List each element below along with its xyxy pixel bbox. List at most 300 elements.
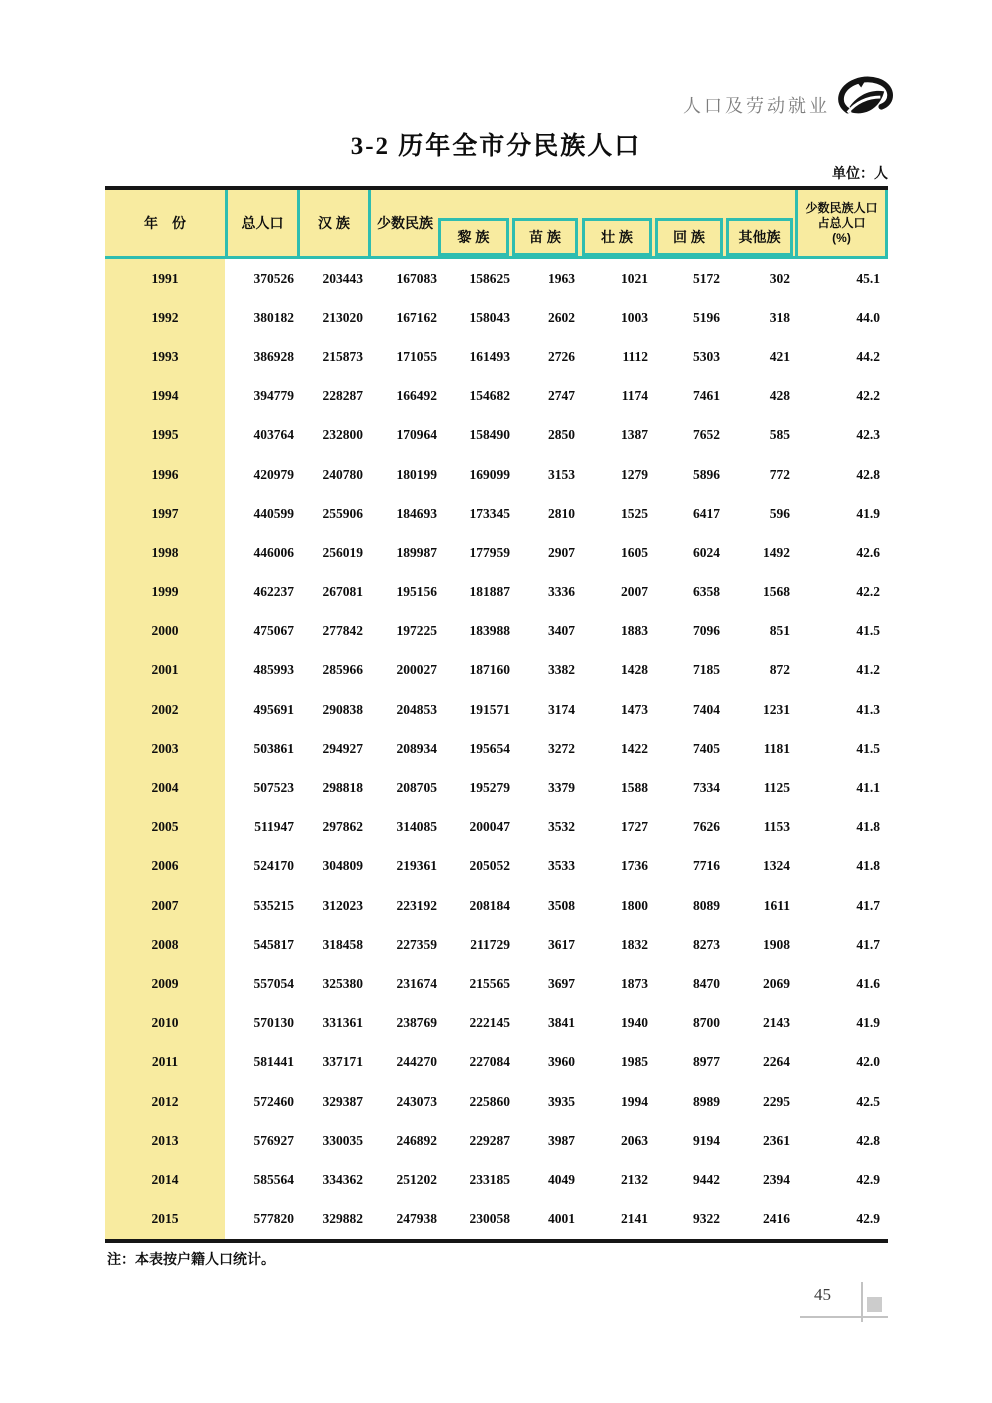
value-cell: 1994 (621, 1093, 648, 1109)
value-cell: 3382 (548, 662, 575, 678)
value-cell: 225860 (469, 1093, 510, 1109)
value-cell: 428 (769, 388, 790, 404)
value-cell: 42.8 (856, 1132, 880, 1148)
value-cell: 318458 (322, 936, 363, 952)
value-cell: 4049 (548, 1171, 575, 1187)
page-number: 45 (814, 1285, 831, 1304)
value-cell: 158043 (469, 309, 510, 325)
value-cell: 7652 (693, 427, 720, 443)
value-cell: 1873 (621, 975, 648, 991)
value-cell: 246892 (396, 1132, 437, 1148)
value-cell: 337171 (322, 1054, 363, 1070)
value-cell: 1985 (621, 1054, 648, 1070)
table-row (105, 1082, 888, 1121)
value-cell: 9322 (693, 1211, 720, 1227)
value-cell: 277842 (322, 623, 363, 639)
value-cell: 403764 (253, 427, 294, 443)
value-cell: 42.5 (856, 1093, 880, 1109)
col-header-li: 黎 族 (438, 218, 509, 256)
value-cell: 8273 (693, 936, 720, 952)
year-cell: 2015 (105, 1200, 225, 1239)
value-cell: 329882 (322, 1211, 363, 1227)
value-cell: 191571 (469, 701, 510, 717)
table-row (105, 298, 888, 337)
value-cell: 8700 (693, 1015, 720, 1031)
value-cell: 45.1 (856, 270, 880, 286)
value-cell: 5303 (693, 348, 720, 364)
year-cell: 1995 (105, 416, 225, 455)
value-cell: 177959 (469, 544, 510, 560)
year-cell: 2005 (105, 808, 225, 847)
value-cell: 1736 (621, 858, 648, 874)
value-cell: 334362 (322, 1171, 363, 1187)
value-cell: 44.2 (856, 348, 880, 364)
value-cell: 41.9 (856, 505, 880, 521)
page-title: 3-2 历年全市分民族人口 (350, 133, 642, 160)
value-cell: 2394 (763, 1171, 790, 1187)
table-note: 注：本表按户籍人口统计。 (107, 1251, 275, 1267)
table-row (105, 455, 888, 494)
value-cell: 1832 (621, 936, 648, 952)
value-cell: 230058 (469, 1211, 510, 1227)
value-cell: 243073 (396, 1093, 437, 1109)
year-cell: 1994 (105, 377, 225, 416)
value-cell: 240780 (322, 466, 363, 482)
value-cell: 440599 (253, 505, 294, 521)
value-cell: 394779 (253, 388, 294, 404)
table-row (105, 1160, 888, 1199)
year-cell: 2014 (105, 1160, 225, 1199)
value-cell: 330035 (322, 1132, 363, 1148)
value-cell: 1021 (621, 270, 648, 286)
value-cell: 1605 (621, 544, 648, 560)
value-cell: 297862 (322, 819, 363, 835)
value-cell: 170964 (396, 427, 437, 443)
value-cell: 1174 (621, 388, 648, 404)
col-header-han: 汉 族 (318, 215, 350, 231)
value-cell: 42.3 (856, 427, 880, 443)
value-cell: 577820 (253, 1211, 294, 1227)
value-cell: 370526 (253, 270, 294, 286)
footer-horizontal-line (800, 1316, 888, 1318)
value-cell: 304809 (322, 858, 363, 874)
value-cell: 189987 (396, 544, 437, 560)
value-cell: 3407 (548, 623, 575, 639)
value-cell: 535215 (253, 897, 294, 913)
value-cell: 585564 (253, 1171, 294, 1187)
year-cell: 2012 (105, 1082, 225, 1121)
value-cell: 3533 (548, 858, 575, 874)
value-cell: 1963 (548, 270, 575, 286)
value-cell: 169099 (469, 466, 510, 482)
value-cell: 228287 (322, 388, 363, 404)
value-cell: 7185 (693, 662, 720, 678)
value-cell: 557054 (253, 975, 294, 991)
year-cell: 1999 (105, 573, 225, 612)
value-cell: 208705 (396, 780, 437, 796)
value-cell: 1279 (621, 466, 648, 482)
value-cell: 570130 (253, 1015, 294, 1031)
value-cell: 1883 (621, 623, 648, 639)
value-cell: 2747 (548, 388, 575, 404)
value-cell: 312023 (322, 897, 363, 913)
value-cell: 41.5 (856, 623, 880, 639)
value-cell: 219361 (396, 858, 437, 874)
value-cell: 3336 (548, 584, 575, 600)
value-cell: 2063 (621, 1132, 648, 1148)
value-cell: 1588 (621, 780, 648, 796)
table-row (105, 1121, 888, 1160)
value-cell: 7096 (693, 623, 720, 639)
value-cell: 772 (769, 466, 790, 482)
value-cell: 2602 (548, 309, 575, 325)
footer-square-mark (867, 1297, 882, 1312)
value-cell: 3508 (548, 897, 575, 913)
value-cell: 1231 (763, 701, 790, 717)
value-cell: 1568 (763, 584, 790, 600)
value-cell: 215873 (322, 348, 363, 364)
table-row (105, 847, 888, 886)
table-row (105, 533, 888, 572)
value-cell: 485993 (253, 662, 294, 678)
value-cell: 1387 (621, 427, 648, 443)
yearbook-logo-icon (834, 76, 896, 129)
value-cell: 329387 (322, 1093, 363, 1109)
value-cell: 195156 (396, 584, 437, 600)
value-cell: 446006 (253, 544, 294, 560)
year-cell: 1993 (105, 337, 225, 376)
value-cell: 7626 (693, 819, 720, 835)
value-cell: 1525 (621, 505, 648, 521)
value-cell: 42.0 (856, 1054, 880, 1070)
table-row (105, 337, 888, 376)
year-cell: 2009 (105, 964, 225, 1003)
value-cell: 4001 (548, 1211, 575, 1227)
value-cell: 180199 (396, 466, 437, 482)
col-header-total: 总人口 (241, 215, 284, 231)
value-cell: 2850 (548, 427, 575, 443)
value-cell: 1422 (621, 740, 648, 756)
value-cell: 244270 (396, 1054, 437, 1070)
table-row (105, 573, 888, 612)
value-cell: 187160 (469, 662, 510, 678)
value-cell: 3697 (548, 975, 575, 991)
value-cell: 6417 (693, 505, 720, 521)
value-cell: 2726 (548, 348, 575, 364)
value-cell: 203443 (322, 270, 363, 286)
value-cell: 1003 (621, 309, 648, 325)
col-header-year: 年 份 (144, 215, 186, 231)
value-cell: 184693 (396, 505, 437, 521)
table-row (105, 808, 888, 847)
value-cell: 1125 (763, 780, 790, 796)
value-cell: 41.2 (856, 662, 880, 678)
col-header-miao: 苗 族 (512, 218, 578, 256)
value-cell: 507523 (253, 780, 294, 796)
value-cell: 211729 (470, 936, 510, 952)
value-cell: 5172 (693, 270, 720, 286)
value-cell: 1181 (763, 740, 790, 756)
year-cell: 1997 (105, 494, 225, 533)
value-cell: 7405 (693, 740, 720, 756)
value-cell: 318 (769, 309, 790, 325)
value-cell: 1908 (763, 936, 790, 952)
value-cell: 9194 (693, 1132, 720, 1148)
year-cell: 2002 (105, 690, 225, 729)
value-cell: 576927 (253, 1132, 294, 1148)
value-cell: 2907 (548, 544, 575, 560)
table-row (105, 651, 888, 690)
value-cell: 41.8 (856, 858, 880, 874)
value-cell: 3841 (548, 1015, 575, 1031)
value-cell: 1611 (763, 897, 790, 913)
value-cell: 158490 (469, 427, 510, 443)
value-cell: 227084 (469, 1054, 510, 1070)
value-cell: 3617 (548, 936, 575, 952)
value-cell: 475067 (253, 623, 294, 639)
year-cell: 2004 (105, 768, 225, 807)
value-cell: 200027 (396, 662, 437, 678)
value-cell: 2069 (763, 975, 790, 991)
value-cell: 314085 (396, 819, 437, 835)
value-cell: 2416 (763, 1211, 790, 1227)
value-cell: 255906 (322, 505, 363, 521)
value-cell: 495691 (253, 701, 294, 717)
value-cell: 154682 (469, 388, 510, 404)
value-cell: 2361 (763, 1132, 790, 1148)
value-cell: 166492 (396, 388, 437, 404)
value-cell: 229287 (469, 1132, 510, 1148)
value-cell: 41.9 (856, 1015, 880, 1031)
table-row (105, 1004, 888, 1043)
value-cell: 503861 (253, 740, 294, 756)
value-cell: 233185 (469, 1171, 510, 1187)
value-cell: 8977 (693, 1054, 720, 1070)
pct-header-line2: 占总人口 (817, 215, 866, 230)
value-cell: 42.9 (856, 1211, 880, 1227)
value-cell: 2132 (621, 1171, 648, 1187)
value-cell: 3532 (548, 819, 575, 835)
value-cell: 213020 (322, 309, 363, 325)
value-cell: 5196 (693, 309, 720, 325)
year-cell: 2003 (105, 729, 225, 768)
value-cell: 2264 (763, 1054, 790, 1070)
footer-vertical-line (861, 1282, 863, 1322)
table-body (105, 259, 888, 1239)
value-cell: 41.8 (856, 819, 880, 835)
value-cell: 158625 (469, 270, 510, 286)
value-cell: 1428 (621, 662, 648, 678)
value-cell: 7716 (693, 858, 720, 874)
value-cell: 290838 (322, 701, 363, 717)
value-cell: 1112 (622, 348, 648, 364)
value-cell: 41.6 (856, 975, 880, 991)
value-cell: 7404 (693, 701, 720, 717)
value-cell: 1473 (621, 701, 648, 717)
value-cell: 42.2 (856, 388, 880, 404)
year-cell: 2000 (105, 612, 225, 651)
value-cell: 195279 (469, 780, 510, 796)
value-cell: 1492 (763, 544, 790, 560)
value-cell: 181887 (469, 584, 510, 600)
value-cell: 42.9 (856, 1171, 880, 1187)
value-cell: 41.3 (856, 701, 880, 717)
table-row (105, 690, 888, 729)
value-cell: 3379 (548, 780, 575, 796)
value-cell: 421 (769, 348, 790, 364)
value-cell: 1324 (763, 858, 790, 874)
col-header-other: 其他族 (726, 218, 793, 256)
value-cell: 44.0 (856, 309, 880, 325)
value-cell: 8089 (693, 897, 720, 913)
value-cell: 197225 (396, 623, 437, 639)
year-cell: 2013 (105, 1121, 225, 1160)
value-cell: 872 (769, 662, 790, 678)
value-cell: 285966 (322, 662, 363, 678)
value-cell: 6024 (693, 544, 720, 560)
year-cell: 1998 (105, 533, 225, 572)
value-cell: 420979 (253, 466, 294, 482)
value-cell: 215565 (469, 975, 510, 991)
year-cell: 2007 (105, 886, 225, 925)
value-cell: 7334 (693, 780, 720, 796)
value-cell: 572460 (253, 1093, 294, 1109)
value-cell: 205052 (469, 858, 510, 874)
value-cell: 238769 (396, 1015, 437, 1031)
population-table (105, 186, 888, 1243)
value-cell: 161493 (469, 348, 510, 364)
year-cell: 1992 (105, 298, 225, 337)
value-cell: 42.8 (856, 466, 880, 482)
value-cell: 208934 (396, 740, 437, 756)
unit-label: 单位：人 (832, 165, 888, 181)
value-cell: 511947 (254, 819, 294, 835)
value-cell: 5896 (693, 466, 720, 482)
value-cell: 302 (769, 270, 790, 286)
value-cell: 3174 (548, 701, 575, 717)
value-cell: 7461 (693, 388, 720, 404)
value-cell: 294927 (322, 740, 363, 756)
value-cell: 8470 (693, 975, 720, 991)
pct-header-line3: (%) (832, 230, 851, 245)
value-cell: 3272 (548, 740, 575, 756)
value-cell: 3960 (548, 1054, 575, 1070)
value-cell: 231674 (396, 975, 437, 991)
category-header: 人口及劳动就业 (683, 96, 830, 116)
year-cell: 1996 (105, 455, 225, 494)
value-cell: 585 (769, 427, 790, 443)
value-cell: 1727 (621, 819, 648, 835)
value-cell: 851 (769, 623, 790, 639)
value-cell: 8989 (693, 1093, 720, 1109)
value-cell: 173345 (469, 505, 510, 521)
value-cell: 183988 (469, 623, 510, 639)
value-cell: 251202 (396, 1171, 437, 1187)
value-cell: 6358 (693, 584, 720, 600)
year-cell: 2008 (105, 925, 225, 964)
table-row (105, 925, 888, 964)
table-row (105, 1043, 888, 1082)
table-row (105, 768, 888, 807)
value-cell: 298818 (322, 780, 363, 796)
value-cell: 171055 (396, 348, 437, 364)
value-cell: 41.1 (856, 780, 880, 796)
value-cell: 223192 (396, 897, 437, 913)
value-cell: 2810 (548, 505, 575, 521)
value-cell: 386928 (253, 348, 294, 364)
value-cell: 41.5 (856, 740, 880, 756)
value-cell: 267081 (322, 584, 363, 600)
value-cell: 2141 (621, 1211, 648, 1227)
col-header-minority-pct (795, 190, 888, 256)
value-cell: 256019 (322, 544, 363, 560)
value-cell: 208184 (469, 897, 510, 913)
table-row (105, 612, 888, 651)
year-cell: 2010 (105, 1004, 225, 1043)
table-row (105, 494, 888, 533)
value-cell: 9442 (693, 1171, 720, 1187)
table-row (105, 886, 888, 925)
value-cell: 596 (769, 505, 790, 521)
year-cell: 2001 (105, 651, 225, 690)
value-cell: 3153 (548, 466, 575, 482)
value-cell: 222145 (469, 1015, 510, 1031)
value-cell: 462237 (253, 584, 294, 600)
value-cell: 41.7 (856, 936, 880, 952)
value-cell: 2295 (763, 1093, 790, 1109)
value-cell: 167083 (396, 270, 437, 286)
value-cell: 232800 (322, 427, 363, 443)
value-cell: 247938 (396, 1211, 437, 1227)
value-cell: 2007 (621, 584, 648, 600)
value-cell: 524170 (253, 858, 294, 874)
col-header-hui: 回 族 (655, 218, 723, 256)
value-cell: 227359 (396, 936, 437, 952)
table-row (105, 377, 888, 416)
value-cell: 331361 (322, 1015, 363, 1031)
value-cell: 42.6 (856, 544, 880, 560)
table-row (105, 729, 888, 768)
table-bottom-rule (105, 1239, 888, 1243)
col-header-minority: 少数民族 (377, 215, 433, 231)
table-row (105, 964, 888, 1003)
value-cell: 41.7 (856, 897, 880, 913)
value-cell: 167162 (396, 309, 437, 325)
year-cell: 2011 (105, 1043, 225, 1082)
table-header (105, 190, 888, 256)
year-cell: 1991 (105, 259, 225, 298)
value-cell: 3935 (548, 1093, 575, 1109)
year-cell: 2006 (105, 847, 225, 886)
col-header-zhuang: 壮 族 (582, 218, 652, 256)
pct-header-line1: 少数民族人口 (805, 200, 878, 215)
value-cell: 1940 (621, 1015, 648, 1031)
value-cell: 581441 (253, 1054, 294, 1070)
value-cell: 2143 (763, 1015, 790, 1031)
data-table (105, 259, 888, 1239)
value-cell: 204853 (396, 701, 437, 717)
table-row (105, 1200, 888, 1239)
table-row (105, 416, 888, 455)
value-cell: 380182 (253, 309, 294, 325)
value-cell: 325380 (322, 975, 363, 991)
value-cell: 3987 (548, 1132, 575, 1148)
value-cell: 1153 (763, 819, 790, 835)
value-cell: 545817 (253, 936, 294, 952)
value-cell: 42.2 (856, 584, 880, 600)
table-row (105, 259, 888, 298)
value-cell: 195654 (469, 740, 510, 756)
